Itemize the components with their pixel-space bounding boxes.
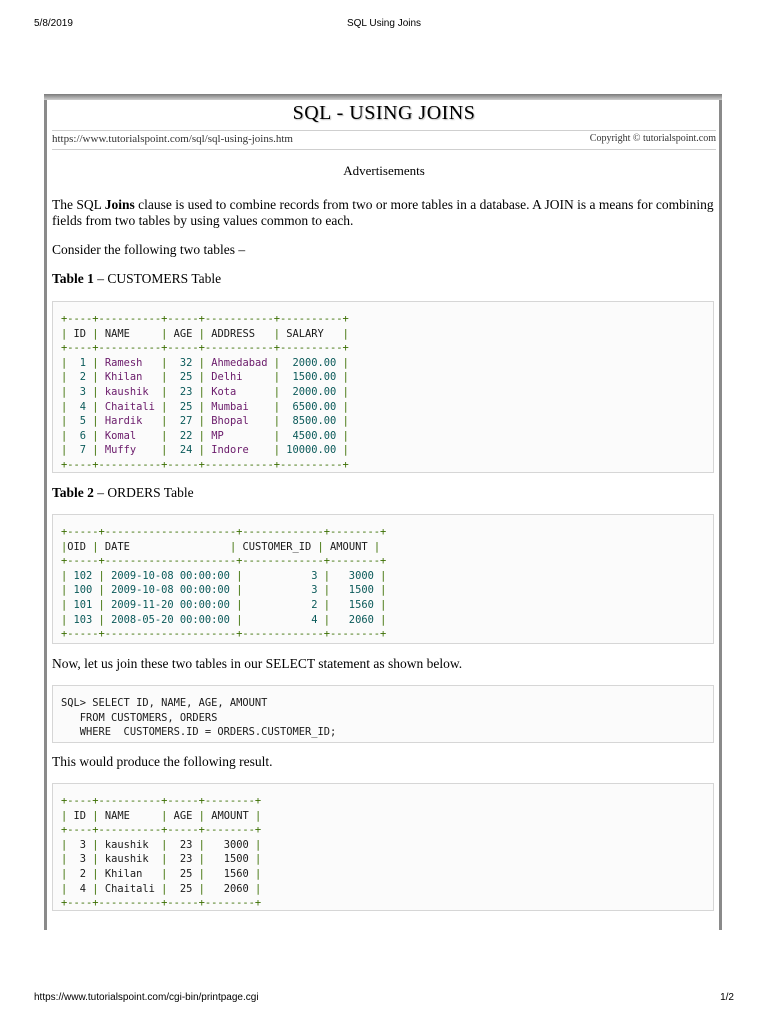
cell-separator: | xyxy=(323,569,337,582)
cell-separator: | xyxy=(92,838,105,851)
cell-separator: | xyxy=(236,584,249,597)
intro-text-before: The SQL xyxy=(52,197,105,212)
cell-separator: | xyxy=(198,867,212,880)
table-cell: 2060 xyxy=(211,882,255,895)
cell-separator: | xyxy=(98,569,112,582)
cell-separator: | xyxy=(254,853,262,866)
cell-separator: | xyxy=(161,429,174,442)
table-cell: 3 xyxy=(73,838,93,851)
cell-separator: | xyxy=(236,569,249,582)
page-title: SQL - USING JOINS xyxy=(292,102,476,124)
table-cell: 22 xyxy=(173,429,199,442)
table-cell: 1500 xyxy=(211,853,255,866)
cell-separator: | xyxy=(342,400,349,413)
cell-separator: | xyxy=(273,371,287,384)
cell-separator: | xyxy=(254,867,262,880)
column-header: ID xyxy=(73,327,93,340)
table-cell: 2060 xyxy=(336,613,381,626)
cell-separator: | xyxy=(61,882,74,895)
table-cell: 6500.00 xyxy=(286,400,343,413)
cell-separator: | xyxy=(323,598,337,611)
cell-separator: | xyxy=(380,598,387,611)
cell-separator: | xyxy=(61,598,74,611)
table-cell: 3 xyxy=(248,569,324,582)
table-cell: 1 xyxy=(73,356,93,369)
table-row xyxy=(61,357,349,369)
cell-separator: | xyxy=(254,809,262,822)
cell-separator: | xyxy=(273,400,287,413)
table-cell: Muffy xyxy=(104,444,162,457)
cell-separator: | xyxy=(161,838,174,851)
table-cell: 3000 xyxy=(336,569,381,582)
table-cell: 25 xyxy=(173,882,199,895)
table-row xyxy=(61,868,261,880)
cell-separator: | xyxy=(198,415,212,428)
table-row xyxy=(61,430,349,442)
cell-separator: | xyxy=(273,327,287,340)
cell-separator: | xyxy=(61,867,74,880)
print-header xyxy=(34,18,734,32)
table-cell: 2009-11-20 00:00:00 xyxy=(111,598,237,611)
cell-separator: | xyxy=(61,838,74,851)
table-cell: 3 xyxy=(73,385,93,398)
cell-separator: | xyxy=(198,809,212,822)
sql-query xyxy=(61,696,336,740)
page-number: 1/2 xyxy=(720,992,734,1003)
print-url: https://www.tutorialspoint.com/cgi-bin/printpage.cgi xyxy=(34,992,259,1003)
cell-separator: | xyxy=(273,444,287,457)
cell-separator: | xyxy=(61,584,74,597)
cell-separator: | xyxy=(198,853,212,866)
intro-keyword: Joins xyxy=(104,197,135,212)
source-divider xyxy=(52,149,716,150)
cell-separator: | xyxy=(198,882,212,895)
column-header: ID xyxy=(73,809,93,822)
table-cell: 2000.00 xyxy=(286,385,343,398)
table-cell: Delhi xyxy=(211,371,274,384)
table-border: +----+----------+-----+-----------+----------+ xyxy=(61,458,349,471)
table2-caption-text: – ORDERS Table xyxy=(93,485,194,500)
cell-separator: | xyxy=(92,809,105,822)
table-cell: Komal xyxy=(104,429,162,442)
column-header: AGE xyxy=(173,327,199,340)
table-header-row xyxy=(61,541,380,553)
table1-caption xyxy=(52,271,714,287)
table-border: +-----+---------------------+-------------+--------+ xyxy=(61,628,387,641)
join-paragraph: Now, let us join these two tables in our SELECT statement as shown below. xyxy=(52,656,463,671)
cell-separator: | xyxy=(198,327,212,340)
table-cell: Chaitali xyxy=(104,400,162,413)
cell-separator: | xyxy=(92,444,105,457)
table-cell: 4 xyxy=(73,400,93,413)
table-cell: Ramesh xyxy=(104,356,162,369)
table-border: +----+----------+-----+--------+ xyxy=(61,795,262,807)
sql-query-line: WHERE CUSTOMERS.ID = ORDERS.CUSTOMER_ID; xyxy=(61,726,337,739)
table2-caption-label: Table 2 xyxy=(52,485,94,500)
cell-separator: | xyxy=(161,444,174,457)
table-cell: 2 xyxy=(248,598,324,611)
intro-text-after: clause is used to combine records from two or more tables in a database. A JOIN is a means for combining fields from two tables by using values common to each. xyxy=(52,197,714,228)
table-row xyxy=(61,444,349,456)
sql-query-box xyxy=(52,685,714,743)
cell-separator: | xyxy=(98,598,112,611)
cell-separator: | xyxy=(61,415,74,428)
cell-separator: | xyxy=(198,429,212,442)
table-cell: 1560 xyxy=(336,598,381,611)
customers-table-box xyxy=(52,301,714,473)
cell-separator: | xyxy=(92,429,105,442)
table-cell: 25 xyxy=(173,867,199,880)
cell-separator: | xyxy=(198,444,212,457)
table-cell: 2009-10-08 00:00:00 xyxy=(111,569,237,582)
cell-separator: | xyxy=(161,400,174,413)
table-cell: 3 xyxy=(248,584,324,597)
cell-separator: | xyxy=(61,613,74,626)
customers-table xyxy=(61,312,349,473)
table-cell: Ahmedabad xyxy=(211,356,274,369)
column-header: AMOUNT xyxy=(211,809,255,822)
table-border: +-----+---------------------+-------------+--------+ xyxy=(61,526,387,538)
table-cell: 6 xyxy=(73,429,93,442)
table-cell: Bhopal xyxy=(211,415,274,428)
table-cell: 25 xyxy=(173,400,199,413)
table-cell: 32 xyxy=(173,356,199,369)
cell-separator: | xyxy=(342,371,349,384)
table-cell: 101 xyxy=(73,598,99,611)
column-header: NAME xyxy=(104,809,162,822)
cell-separator: | xyxy=(61,853,74,866)
result-paragraph: This would produce the following result. xyxy=(52,754,273,769)
cell-separator: | xyxy=(92,327,105,340)
cell-separator: | xyxy=(161,867,174,880)
table-cell: 1560 xyxy=(211,867,255,880)
table-cell: Hardik xyxy=(104,415,162,428)
print-footer xyxy=(34,992,734,1006)
cell-separator: | xyxy=(61,327,74,340)
table-row xyxy=(61,599,386,611)
cell-separator: | xyxy=(380,569,387,582)
cell-separator: | xyxy=(92,867,105,880)
cell-separator: | xyxy=(161,371,174,384)
table-row xyxy=(61,614,386,626)
table-cell: Khilan xyxy=(104,867,162,880)
table-row xyxy=(61,883,261,895)
table-cell: 2 xyxy=(73,867,93,880)
cell-separator: | xyxy=(380,584,387,597)
table1-caption-label: Table 1 xyxy=(52,271,94,286)
cell-separator: | xyxy=(92,400,105,413)
table-row xyxy=(61,415,349,427)
table-cell: 5 xyxy=(73,415,93,428)
title-divider xyxy=(52,130,716,131)
cell-separator: | xyxy=(92,385,105,398)
column-header: ADDRESS xyxy=(211,327,274,340)
table-row xyxy=(61,839,261,851)
cell-separator: | xyxy=(373,540,381,553)
table-cell: 8500.00 xyxy=(286,415,343,428)
intro-paragraph xyxy=(52,197,714,229)
table-cell: 1500 xyxy=(336,584,381,597)
column-header: SALARY xyxy=(286,327,343,340)
cell-separator: | xyxy=(61,569,74,582)
orders-table xyxy=(61,525,386,642)
table-cell: MP xyxy=(211,429,274,442)
table-cell: 3 xyxy=(73,853,93,866)
table-cell: 7 xyxy=(73,444,93,457)
cell-separator: | xyxy=(198,371,212,384)
table-cell: 23 xyxy=(173,838,199,851)
cell-separator: | xyxy=(92,415,105,428)
table-row xyxy=(61,371,349,383)
table-cell: 102 xyxy=(73,569,99,582)
table-cell: 2008-05-20 00:00:00 xyxy=(111,613,237,626)
cell-separator: | xyxy=(61,429,74,442)
table-cell: 4500.00 xyxy=(286,429,343,442)
cell-separator: | xyxy=(61,444,74,457)
source-url: https://www.tutorialspoint.com/sql/sql-using-joins.htm xyxy=(52,133,293,145)
column-header: AMOUNT xyxy=(330,540,374,553)
cell-separator: | xyxy=(342,385,349,398)
table-row xyxy=(61,584,386,596)
cell-separator: | xyxy=(342,327,349,340)
table2-caption xyxy=(52,485,714,501)
print-date: 5/8/2019 xyxy=(34,18,73,29)
cell-separator: | xyxy=(342,444,349,457)
table-border: +----+----------+-----+-----------+----------+ xyxy=(61,313,349,325)
table-cell: 103 xyxy=(73,613,99,626)
cell-separator: | xyxy=(161,356,174,369)
cell-separator: | xyxy=(254,882,262,895)
table1-caption-text: – CUSTOMERS Table xyxy=(93,271,222,286)
cell-separator: | xyxy=(161,415,174,428)
cell-separator: | xyxy=(323,584,337,597)
table-cell: 2000.00 xyxy=(286,356,343,369)
column-header: NAME xyxy=(104,327,162,340)
cell-separator: | xyxy=(161,809,174,822)
table-header-row xyxy=(61,328,349,340)
cell-separator: | xyxy=(317,540,331,553)
cell-separator: | xyxy=(198,838,212,851)
cell-separator: | xyxy=(273,356,287,369)
column-header: AGE xyxy=(173,809,199,822)
table-cell: 25 xyxy=(173,371,199,384)
table-cell: kaushik xyxy=(104,385,162,398)
cell-separator: | xyxy=(61,400,74,413)
cell-separator: | xyxy=(61,540,68,553)
cell-separator: | xyxy=(61,371,74,384)
cell-separator: | xyxy=(229,540,243,553)
cell-separator: | xyxy=(92,371,105,384)
table-cell: Indore xyxy=(211,444,274,457)
cell-separator: | xyxy=(161,385,174,398)
cell-separator: | xyxy=(198,356,212,369)
table-border: +----+----------+-----+--------+ xyxy=(61,897,262,910)
column-header: CUSTOMER_ID xyxy=(242,540,318,553)
advertisements-label: Advertisements xyxy=(343,163,425,178)
table-cell: 2009-10-08 00:00:00 xyxy=(111,584,237,597)
table-border: +----+----------+-----+-----------+----------+ xyxy=(61,342,349,355)
table-row xyxy=(61,570,386,582)
orders-table-box xyxy=(52,514,714,644)
cell-separator: | xyxy=(342,429,349,442)
cell-separator: | xyxy=(92,853,105,866)
table-cell: 4 xyxy=(248,613,324,626)
table-cell: 1500.00 xyxy=(286,371,343,384)
cell-separator: | xyxy=(161,853,174,866)
cell-separator: | xyxy=(98,613,112,626)
table-cell: 2 xyxy=(73,371,93,384)
print-title: SQL Using Joins xyxy=(346,18,422,29)
cell-separator: | xyxy=(61,809,74,822)
table-cell: 100 xyxy=(73,584,99,597)
table-cell: 10000.00 xyxy=(286,444,343,457)
result-table xyxy=(61,794,261,911)
cell-separator: | xyxy=(273,429,287,442)
consider-paragraph: Consider the following two tables – xyxy=(52,242,246,257)
result-table-box xyxy=(52,783,714,911)
table-cell: 27 xyxy=(173,415,199,428)
table-row xyxy=(61,853,261,865)
cell-separator: | xyxy=(198,385,212,398)
cell-separator: | xyxy=(92,356,105,369)
copyright-text: Copyright © tutorialspoint.com xyxy=(589,133,716,144)
source-line xyxy=(52,133,716,149)
table-cell: Chaitali xyxy=(104,882,162,895)
cell-separator: | xyxy=(61,356,74,369)
table-cell: kaushik xyxy=(104,838,162,851)
cell-separator: | xyxy=(61,385,74,398)
cell-separator: | xyxy=(92,540,105,553)
table-border: +-----+---------------------+-------------+--------+ xyxy=(61,555,387,568)
column-header: DATE xyxy=(104,540,230,553)
cell-separator: | xyxy=(161,327,174,340)
cell-separator: | xyxy=(342,415,349,428)
table-border: +----+----------+-----+--------+ xyxy=(61,824,262,837)
table-row xyxy=(61,386,349,398)
table-cell: 4 xyxy=(73,882,93,895)
sql-query-line: FROM CUSTOMERS, ORDERS xyxy=(79,711,218,724)
cell-separator: | xyxy=(236,598,249,611)
table-cell: kaushik xyxy=(104,853,162,866)
table-header-row xyxy=(61,810,261,822)
cell-separator: | xyxy=(254,838,262,851)
cell-separator: | xyxy=(161,882,174,895)
cell-separator: | xyxy=(273,415,287,428)
cell-separator: | xyxy=(198,400,212,413)
cell-separator: | xyxy=(98,584,112,597)
table-cell: Mumbai xyxy=(211,400,274,413)
cell-separator: | xyxy=(380,613,387,626)
table-cell: Kota xyxy=(211,385,274,398)
table-cell: Khilan xyxy=(104,371,162,384)
sql-query-line: SQL> SELECT ID, NAME, AGE, AMOUNT xyxy=(61,697,268,709)
column-header: OID xyxy=(67,540,93,553)
table-cell: 24 xyxy=(173,444,199,457)
table-cell: 3000 xyxy=(211,838,255,851)
table-row xyxy=(61,401,349,413)
cell-separator: | xyxy=(92,882,105,895)
cell-separator: | xyxy=(323,613,337,626)
cell-separator: | xyxy=(273,385,287,398)
table-cell: 23 xyxy=(173,385,199,398)
cell-separator: | xyxy=(342,356,349,369)
table-cell: 23 xyxy=(173,853,199,866)
cell-separator: | xyxy=(236,613,249,626)
